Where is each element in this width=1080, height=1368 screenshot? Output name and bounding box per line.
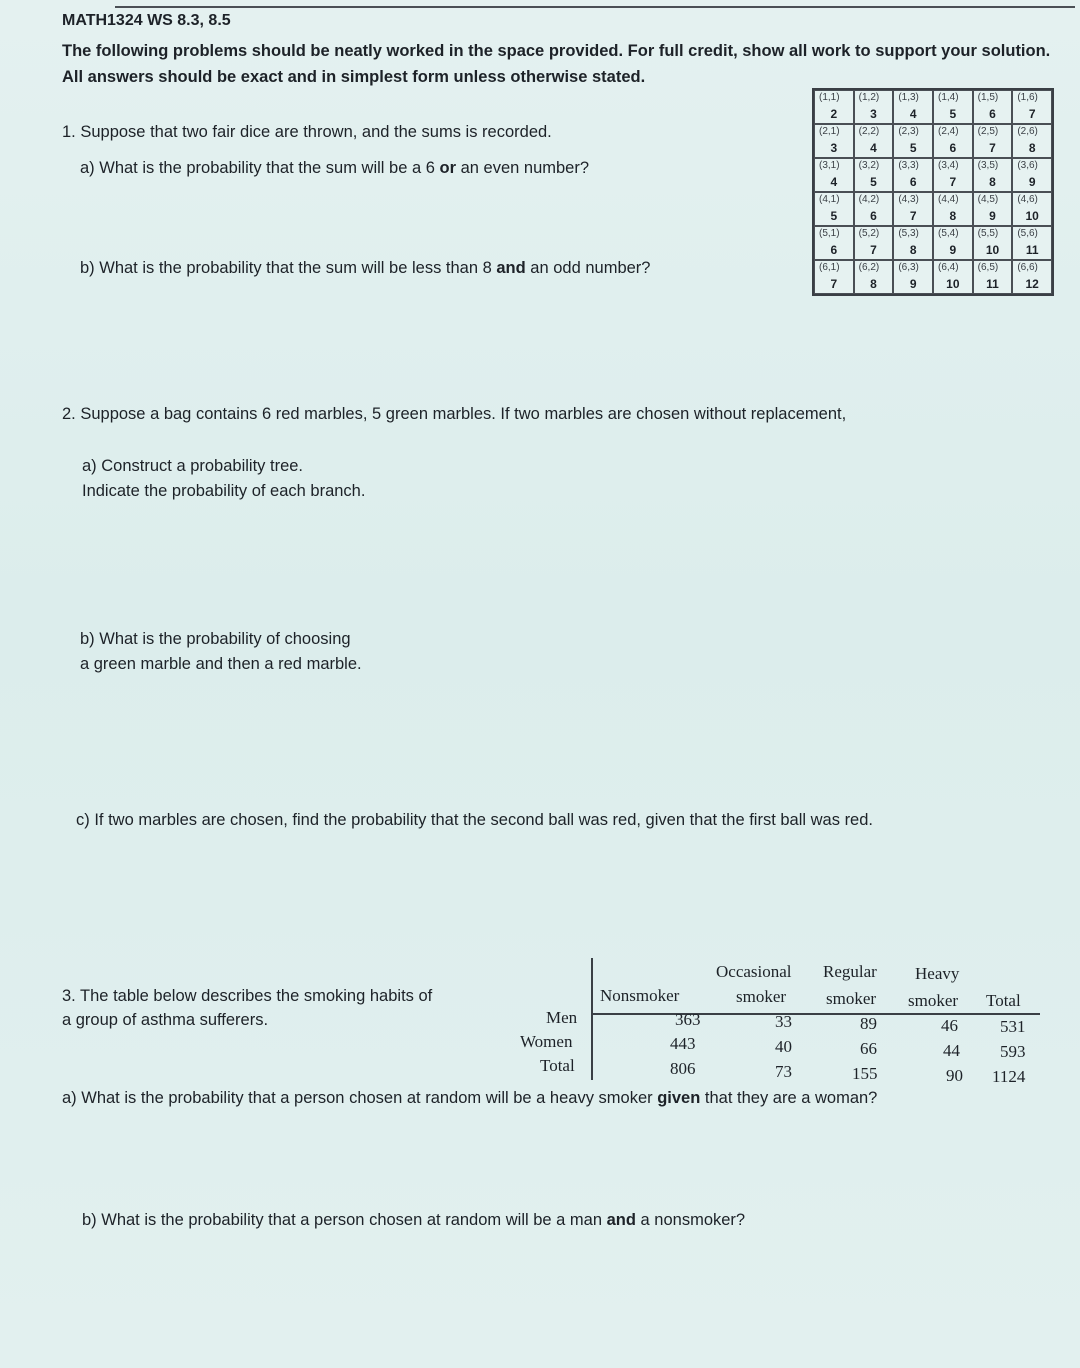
dice-cell bbox=[893, 124, 933, 158]
dice-sum: 8 bbox=[1028, 141, 1036, 155]
q3b-bold: and bbox=[606, 1211, 636, 1229]
q3a-text-end: that they are a woman? bbox=[700, 1089, 878, 1107]
q1b-bold: and bbox=[496, 259, 526, 277]
q3a bbox=[62, 1086, 877, 1110]
dice-pair: (4,3) bbox=[898, 194, 919, 205]
dice-pair: (5,4) bbox=[938, 228, 959, 239]
cell-women-nonsmoker: 443 bbox=[670, 1034, 696, 1053]
dice-pair: (5,1) bbox=[819, 228, 840, 239]
dice-sum: 7 bbox=[909, 209, 917, 223]
dice-sum: 12 bbox=[1025, 277, 1039, 291]
dice-cell bbox=[814, 226, 854, 260]
dice-cell bbox=[933, 90, 973, 124]
dice-cell bbox=[973, 192, 1013, 226]
dice-pair: (6,6) bbox=[1017, 262, 1038, 273]
instructions: The following problems should be neatly worked in the space provided. For full credit, show all work to support your solution. All answers should be exact and in simplest form unless otherwise stated. bbox=[62, 42, 1051, 86]
dice-cell bbox=[893, 260, 933, 294]
dice-cell bbox=[893, 226, 933, 260]
dice-pair: (1,3) bbox=[898, 92, 919, 103]
q2a-line1: a) Construct a probability tree. bbox=[82, 457, 304, 475]
smoking-table bbox=[510, 958, 1040, 1088]
dice-cell bbox=[1012, 192, 1052, 226]
dice-pair: (2,5) bbox=[977, 126, 999, 137]
dice-cell bbox=[933, 260, 973, 294]
dice-sum: 6 bbox=[989, 107, 996, 121]
worksheet-title: MATH1324 WS 8.3, 8.5 bbox=[62, 12, 231, 29]
dice-sum: 7 bbox=[989, 141, 996, 155]
dice-cell bbox=[893, 192, 933, 226]
dice-sum: 7 bbox=[1028, 107, 1036, 121]
cell-men-occasional: 33 bbox=[775, 1012, 792, 1031]
cell-total-nonsmoker: 806 bbox=[670, 1059, 696, 1078]
dice-pair: (5,2) bbox=[858, 228, 880, 239]
header-occasional-2: smoker bbox=[736, 987, 787, 1006]
cell-men-heavy: 46 bbox=[941, 1016, 958, 1035]
dice-pair: (2,3) bbox=[898, 126, 919, 137]
dice-pair: (3,1) bbox=[819, 160, 840, 171]
dice-sum: 10 bbox=[1025, 209, 1039, 223]
dice-pair: (1,6) bbox=[1017, 92, 1038, 103]
dice-cell bbox=[1012, 124, 1052, 158]
header-total: Total bbox=[986, 991, 1021, 1010]
dice-sum: 5 bbox=[909, 141, 917, 155]
dice-sum: 8 bbox=[949, 209, 957, 223]
cell-men-total: 531 bbox=[1000, 1017, 1026, 1036]
q3-stem-line1: 3. The table below describes the smoking habits of bbox=[62, 987, 433, 1005]
header-regular-2: smoker bbox=[826, 989, 877, 1008]
dice-pair: (3,4) bbox=[938, 160, 959, 171]
q1a bbox=[80, 156, 589, 180]
table-vertical-rule bbox=[591, 958, 593, 1080]
dice-sum: 6 bbox=[870, 209, 877, 223]
dice-cell bbox=[854, 226, 894, 260]
q1-stem: 1. Suppose that two fair dice are thrown, and the sums is recorded. bbox=[62, 123, 552, 141]
dice-cell bbox=[933, 158, 973, 192]
name-line bbox=[115, 6, 1075, 8]
header-occasional-1: Occasional bbox=[716, 962, 792, 981]
dice-sum-grid bbox=[812, 88, 1054, 296]
dice-cell bbox=[933, 192, 973, 226]
dice-sum: 3 bbox=[870, 107, 877, 121]
dice-pair: (4,1) bbox=[819, 194, 840, 205]
q3b-text: b) What is the probability that a person chosen at random will be a man bbox=[82, 1211, 607, 1229]
row-label-men: Men bbox=[546, 1008, 578, 1027]
q3-stem-line2: a group of asthma sufferers. bbox=[62, 1011, 269, 1029]
q1a-text: a) What is the probability that the sum will be a 6 bbox=[80, 159, 440, 177]
dice-sum: 6 bbox=[909, 175, 917, 189]
dice-cell bbox=[854, 90, 894, 124]
dice-sum: 8 bbox=[870, 277, 877, 291]
dice-cell bbox=[973, 158, 1013, 192]
dice-cell bbox=[933, 226, 973, 260]
q2b-line1: b) What is the probability of choosing bbox=[80, 630, 351, 648]
q2-stem: 2. Suppose a bag contains 6 red marbles, 5 green marbles. If two marbles are chosen without replacement, bbox=[62, 405, 847, 423]
dice-sum: 5 bbox=[949, 107, 957, 121]
dice-sum: 11 bbox=[986, 277, 999, 291]
dice-cell bbox=[854, 192, 894, 226]
dice-pair: (5,3) bbox=[898, 228, 919, 239]
dice-sum: 7 bbox=[949, 175, 957, 189]
cell-total-total: 1124 bbox=[992, 1067, 1026, 1086]
dice-cell bbox=[1012, 158, 1052, 192]
q3a-text: a) What is the probability that a person chosen at random will be a heavy smoker bbox=[62, 1089, 658, 1107]
dice-sum: 8 bbox=[989, 175, 996, 189]
cell-total-occasional: 73 bbox=[775, 1062, 792, 1081]
dice-pair: (2,2) bbox=[858, 126, 880, 137]
dice-cell bbox=[814, 192, 854, 226]
dice-sum: 9 bbox=[949, 243, 957, 257]
dice-pair: (3,6) bbox=[1017, 160, 1038, 171]
dice-cell bbox=[973, 124, 1013, 158]
dice-sum: 9 bbox=[1028, 175, 1036, 189]
dice-pair: (1,4) bbox=[938, 92, 959, 103]
q3b-text-end: a nonsmoker? bbox=[635, 1211, 746, 1229]
dice-sum: 4 bbox=[830, 175, 838, 189]
q1a-bold: or bbox=[439, 159, 457, 177]
dice-pair: (4,4) bbox=[938, 194, 959, 205]
dice-cell bbox=[893, 158, 933, 192]
q1a-text-end: an even number? bbox=[456, 159, 590, 177]
dice-cell bbox=[814, 158, 854, 192]
row-label-women: Women bbox=[520, 1032, 573, 1051]
q2a-line2: Indicate the probability of each branch. bbox=[82, 482, 366, 500]
cell-women-heavy: 44 bbox=[943, 1041, 960, 1060]
cell-total-heavy: 90 bbox=[946, 1066, 963, 1085]
cell-women-regular: 66 bbox=[860, 1039, 877, 1058]
table-header-rule bbox=[593, 1013, 1040, 1015]
dice-pair: (4,5) bbox=[977, 194, 999, 205]
q1b bbox=[80, 256, 650, 280]
dice-sum: 9 bbox=[989, 209, 996, 223]
dice-pair: (2,1) bbox=[819, 126, 840, 137]
dice-pair: (6,3) bbox=[898, 262, 919, 273]
dice-sum: 5 bbox=[870, 175, 877, 189]
dice-sum: 9 bbox=[909, 277, 917, 291]
dice-pair: (6,4) bbox=[938, 262, 959, 273]
dice-pair: (1,2) bbox=[858, 92, 880, 103]
dice-sum: 10 bbox=[946, 277, 960, 291]
dice-pair: (1,5) bbox=[977, 92, 999, 103]
dice-cell bbox=[814, 260, 854, 294]
dice-cell bbox=[854, 124, 894, 158]
cell-women-occasional: 40 bbox=[775, 1037, 792, 1056]
q2b-line2: a green marble and then a red marble. bbox=[80, 655, 362, 673]
dice-cell bbox=[814, 124, 854, 158]
dice-cell bbox=[933, 124, 973, 158]
q1b-text: b) What is the probability that the sum will be less than 8 bbox=[80, 259, 497, 277]
dice-cell bbox=[814, 90, 854, 124]
dice-pair: (2,6) bbox=[1017, 126, 1038, 137]
dice-sum: 7 bbox=[830, 277, 838, 291]
dice-cell bbox=[973, 226, 1013, 260]
dice-pair: (6,2) bbox=[858, 262, 880, 273]
dice-cell bbox=[1012, 90, 1052, 124]
dice-cell bbox=[893, 90, 933, 124]
dice-sum: 5 bbox=[830, 209, 838, 223]
dice-sum: 6 bbox=[830, 243, 838, 257]
cell-women-total: 593 bbox=[1000, 1042, 1026, 1061]
dice-cell bbox=[1012, 260, 1052, 294]
header-heavy-2: smoker bbox=[908, 991, 959, 1010]
dice-pair: (6,5) bbox=[977, 262, 999, 273]
dice-pair: (3,3) bbox=[898, 160, 919, 171]
dice-pair: (4,2) bbox=[858, 194, 880, 205]
row-label-total: Total bbox=[540, 1056, 575, 1075]
q3b bbox=[82, 1208, 745, 1232]
dice-pair: (3,2) bbox=[858, 160, 880, 171]
dice-cell bbox=[854, 260, 894, 294]
dice-cell bbox=[973, 260, 1013, 294]
dice-pair: (5,5) bbox=[977, 228, 999, 239]
dice-sum: 7 bbox=[870, 243, 877, 257]
q1b-text-end: an odd number? bbox=[525, 259, 651, 277]
dice-pair: (2,4) bbox=[938, 126, 959, 137]
dice-sum: 8 bbox=[909, 243, 917, 257]
dice-cell bbox=[1012, 226, 1052, 260]
dice-pair: (6,1) bbox=[819, 262, 840, 273]
q3a-bold: given bbox=[657, 1089, 701, 1107]
dice-sum: 3 bbox=[830, 141, 838, 155]
dice-pair: (5,6) bbox=[1017, 228, 1038, 239]
dice-sum: 11 bbox=[1025, 243, 1039, 257]
dice-pair: (3,5) bbox=[977, 160, 999, 171]
dice-pair: (4,6) bbox=[1017, 194, 1038, 205]
dice-sum: 2 bbox=[830, 107, 838, 121]
cell-men-regular: 89 bbox=[860, 1014, 877, 1033]
header-nonsmoker: Nonsmoker bbox=[600, 986, 680, 1005]
dice-pair: (1,1) bbox=[819, 92, 840, 103]
dice-sum: 4 bbox=[870, 141, 877, 155]
cell-men-nonsmoker: 363 bbox=[675, 1010, 701, 1029]
header-heavy-1: Heavy bbox=[915, 964, 960, 983]
header-regular-1: Regular bbox=[823, 962, 877, 981]
q2c: c) If two marbles are chosen, find the probability that the second ball was red, given that the first ball was red. bbox=[76, 811, 873, 829]
dice-sum: 10 bbox=[985, 243, 1000, 257]
dice-cell bbox=[973, 90, 1013, 124]
cell-total-regular: 155 bbox=[852, 1064, 878, 1083]
dice-cell bbox=[854, 158, 894, 192]
dice-sum: 6 bbox=[949, 141, 957, 155]
dice-sum: 4 bbox=[909, 107, 917, 121]
